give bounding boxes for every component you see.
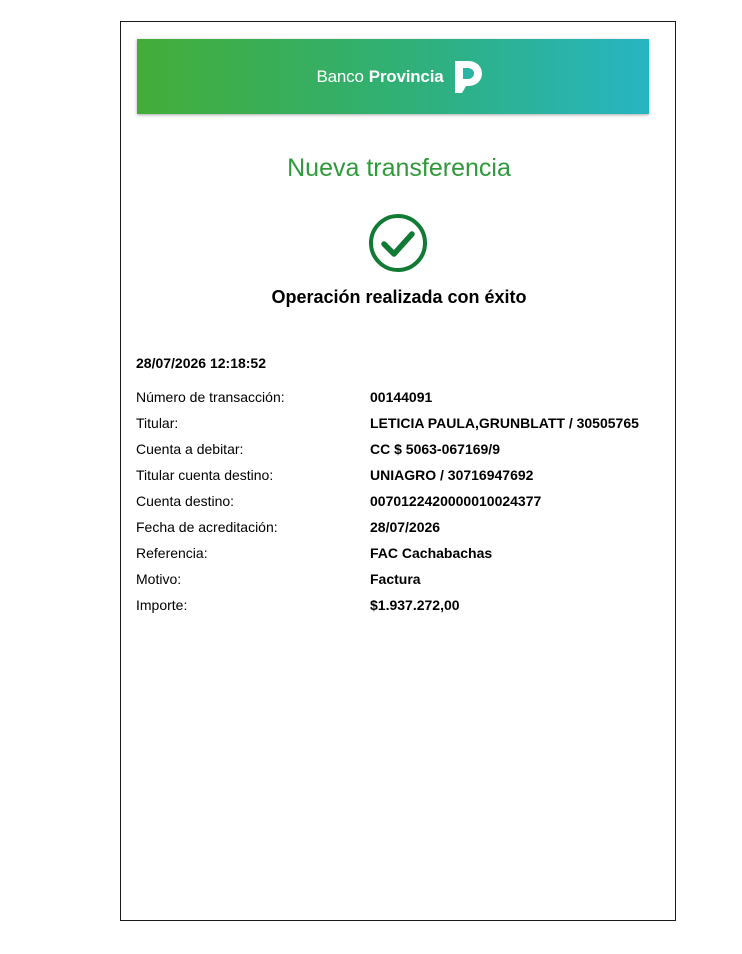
detail-row-amount <box>136 592 666 618</box>
brand-name-light: Banco <box>316 66 364 86</box>
banco-provincia-logo-icon <box>451 59 483 95</box>
detail-value: Factura <box>370 571 421 587</box>
detail-label: Cuenta a debitar: <box>136 441 244 457</box>
detail-value: CC $ 5063-067169/9 <box>370 441 500 457</box>
detail-label: Número de transacción: <box>136 389 285 405</box>
page-title: Nueva transferencia <box>287 154 511 182</box>
detail-label: Referencia: <box>136 545 208 561</box>
detail-label: Titular: <box>136 415 179 431</box>
detail-row-reference <box>136 540 666 566</box>
detail-row-holder <box>136 410 666 436</box>
detail-label: Cuenta destino: <box>136 493 235 509</box>
check-circle-icon <box>368 213 428 273</box>
success-message: Operación realizada con éxito <box>271 287 527 307</box>
detail-label: Fecha de acreditación: <box>136 519 278 535</box>
detail-label: Titular cuenta destino: <box>136 467 274 483</box>
bank-brand <box>317 59 484 95</box>
detail-value: 0070122420000010024377 <box>370 493 542 509</box>
detail-value: 28/07/2026 <box>370 519 441 535</box>
transfer-receipt <box>120 21 676 921</box>
detail-label: Motivo: <box>136 571 182 587</box>
detail-value: UNIAGRO / 30716947692 <box>370 467 534 483</box>
detail-value: $1.937.272,00 <box>370 597 460 613</box>
transaction-datetime: 28/07/2026 12:18:52 <box>136 355 266 371</box>
bank-header-banner <box>137 39 649 114</box>
detail-row-destination-account <box>136 488 666 514</box>
detail-row-credit-date <box>136 514 666 540</box>
brand-name-bold: Provincia <box>368 66 444 86</box>
detail-row-destination-holder <box>136 462 666 488</box>
detail-row-transaction-number <box>136 384 666 410</box>
detail-label: Importe: <box>136 597 188 613</box>
detail-row-debit-account <box>136 436 666 462</box>
detail-row-reason <box>136 566 666 592</box>
detail-value: LETICIA PAULA,GRUNBLATT / 30505765 <box>370 415 639 431</box>
transaction-details <box>136 384 666 618</box>
detail-value: FAC Cachabachas <box>370 545 493 561</box>
detail-value: 00144091 <box>370 389 433 405</box>
